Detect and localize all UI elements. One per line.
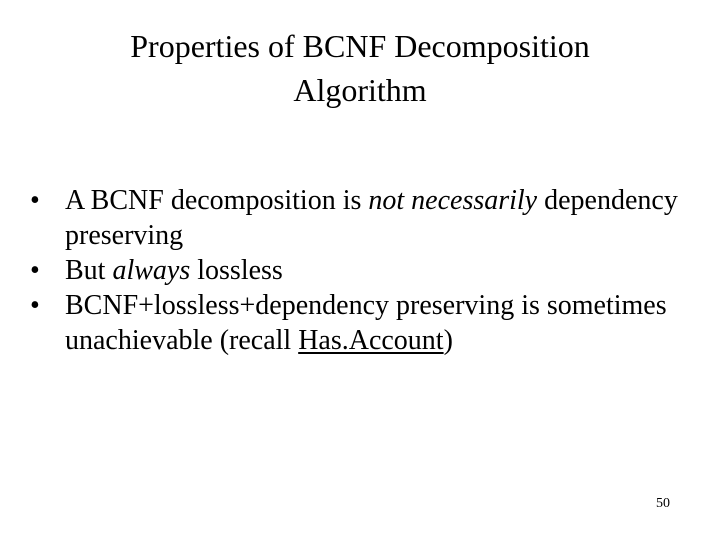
page-number: 50 (656, 496, 670, 511)
has-account-reference: Has.Account (298, 325, 444, 356)
bullet-marker: • (30, 290, 40, 321)
bullet-1-text-start: A BCNF decomposition is (65, 185, 369, 216)
bullet-item-1 (30, 183, 690, 253)
bullet-item-2 (30, 253, 690, 288)
bullet-1-text-end: dependency preserving (65, 185, 678, 251)
bullet-2-text-start: But (65, 255, 113, 286)
bullet-marker: • (30, 255, 40, 286)
bullet-3-text-end: ) (443, 325, 453, 356)
bullet-list (30, 183, 690, 358)
bullet-1-italic-text: not necessarily (368, 185, 538, 216)
bullet-item-3 (30, 288, 690, 358)
slide-title-line-2: Algorithm (293, 72, 427, 108)
bullet-2-italic-text: always (112, 255, 191, 286)
bullet-2-text-end: lossless (190, 255, 283, 286)
slide-title (60, 24, 660, 112)
bullet-marker: • (30, 185, 40, 216)
slide-title-line-1: Properties of BCNF Decomposition (130, 28, 590, 64)
bullet-3-text-start: BCNF+lossless+dependency preserving is sometimes unachievable (recall (65, 290, 667, 356)
